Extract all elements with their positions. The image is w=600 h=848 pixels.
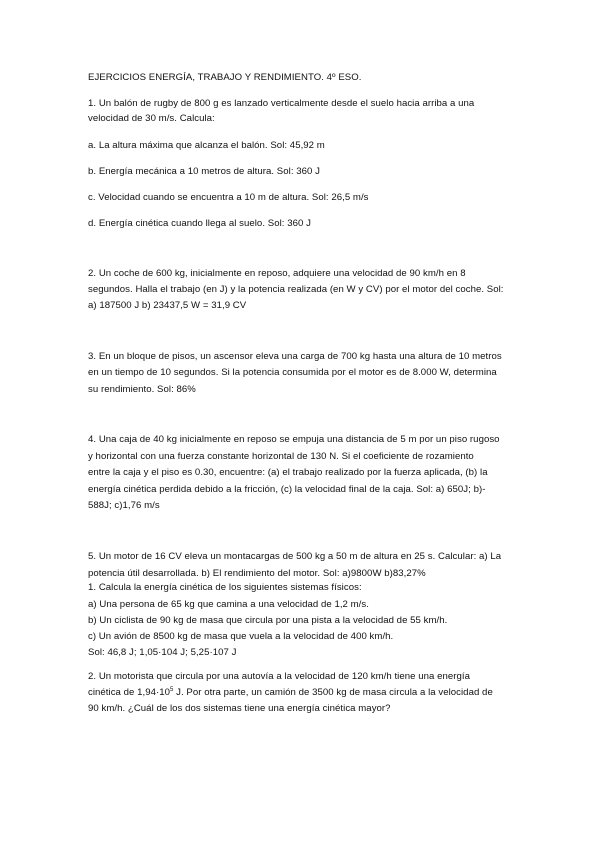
exercise-1-part-c: c. Velocidad cuando se encuentra a 10 m de altura. Sol: 26,5 m/s bbox=[88, 192, 369, 203]
exercise-3-line-3: su rendimiento. Sol: 86% bbox=[88, 384, 196, 395]
exercise-1-part-a: a. La altura máxima que alcanza el balón. Sol: 45,92 m bbox=[88, 140, 325, 151]
exercise-1-part-b: b. Energía mecánica a 10 metros de altura. Sol: 360 J bbox=[88, 166, 320, 177]
exercise-3-line-2: en un tiempo de 10 segundos. Si la potencia consumida por el motor es de 8.000 W, determina bbox=[88, 367, 497, 378]
kinetic-exercise-1-solution: Sol: 46,8 J; 1,05·104 J; 5,25·107 J bbox=[88, 647, 237, 658]
exercise-4-line-5: 588J; c)1,76 m/s bbox=[88, 500, 160, 511]
exercise-5-line-2: potencia útil desarrollada. b) El rendimiento del motor. Sol: a)9800W b)83,27% bbox=[88, 568, 426, 579]
exercise-2-line-3: a) 187500 J b) 23437,5 W = 31,9 CV bbox=[88, 300, 247, 311]
exercise-1-line-2: velocidad de 30 m/s. Calcula: bbox=[88, 113, 215, 124]
exercise-3-line-1: 3. En un bloque de pisos, un ascensor eleva una carga de 700 kg hasta una altura de 10 metros bbox=[88, 351, 502, 362]
kinetic-exercise-2-exponent: 5 bbox=[170, 686, 174, 693]
exercise-1-line-1: 1. Un balón de rugby de 800 g es lanzado verticalmente desde el suelo hacia arriba a una bbox=[88, 98, 475, 109]
kinetic-exercise-2-line-2-end: J. Por otra parte, un camión de 3500 kg de masa circula a la velocidad de bbox=[173, 687, 493, 698]
exercise-5-line-1: 5. Un motor de 16 CV eleva un montacargas de 500 kg a 50 m de altura en 25 s. Calcular: a) La bbox=[88, 551, 502, 562]
kinetic-exercise-1-line-1: 1. Calcula la energía cinética de los siguientes sistemas físicos: bbox=[88, 582, 362, 593]
document-title: EJERCICIOS ENERGÍA, TRABAJO Y RENDIMIENTO. 4º ESO. bbox=[88, 72, 362, 83]
kinetic-exercise-1-part-c: c) Un avión de 8500 kg de masa que vuela a la velocidad de 400 km/h. bbox=[88, 631, 394, 642]
kinetic-exercise-2-line-2-start: cinética de 1,94·10 bbox=[88, 687, 171, 698]
kinetic-exercise-1-part-a: a) Una persona de 65 kg que camina a una velocidad de 1,2 m/s. bbox=[88, 599, 369, 610]
kinetic-exercise-2-line-2 bbox=[88, 687, 493, 699]
exercise-1-part-d: d. Energía cinética cuando llega al suelo. Sol: 360 J bbox=[88, 218, 311, 229]
exercise-2-line-2: segundos. Halla el trabajo (en J) y la potencia realizada (en W y CV) por el motor del coche. Sol: bbox=[88, 284, 504, 295]
exercise-4-line-2: y horizontal con una fuerza constante horizontal de 130 N. Si el coeficiente de rozamiento bbox=[88, 451, 474, 462]
kinetic-exercise-1-part-b: b) Un ciclista de 90 kg de masa que circula por una pista a la velocidad de 55 km/h. bbox=[88, 615, 448, 626]
exercise-4-line-3: entre la caja y el piso es 0.30, encuentre: (a) el trabajo realizado por la fuerza aplicada, (b) la bbox=[88, 467, 488, 478]
kinetic-exercise-2-line-3: 90 km/h. ¿Cuál de los dos sistemas tiene una energía cinética mayor? bbox=[88, 703, 391, 714]
exercise-2-line-1: 2. Un coche de 600 kg, inicialmente en reposo, adquiere una velocidad de 90 km/h en 8 bbox=[88, 268, 466, 279]
exercise-4-line-1: 4. Una caja de 40 kg inicialmente en reposo se empuja una distancia de 5 m por un piso rugoso bbox=[88, 434, 500, 445]
kinetic-exercise-2-line-1: 2. Un motorista que circula por una autovía a la velocidad de 120 km/h tiene una energía bbox=[88, 671, 470, 682]
exercise-4-line-4: energía cinética perdida debido a la fricción, (c) la velocidad final de la caja. Sol: a) 650J; b)- bbox=[88, 484, 486, 495]
